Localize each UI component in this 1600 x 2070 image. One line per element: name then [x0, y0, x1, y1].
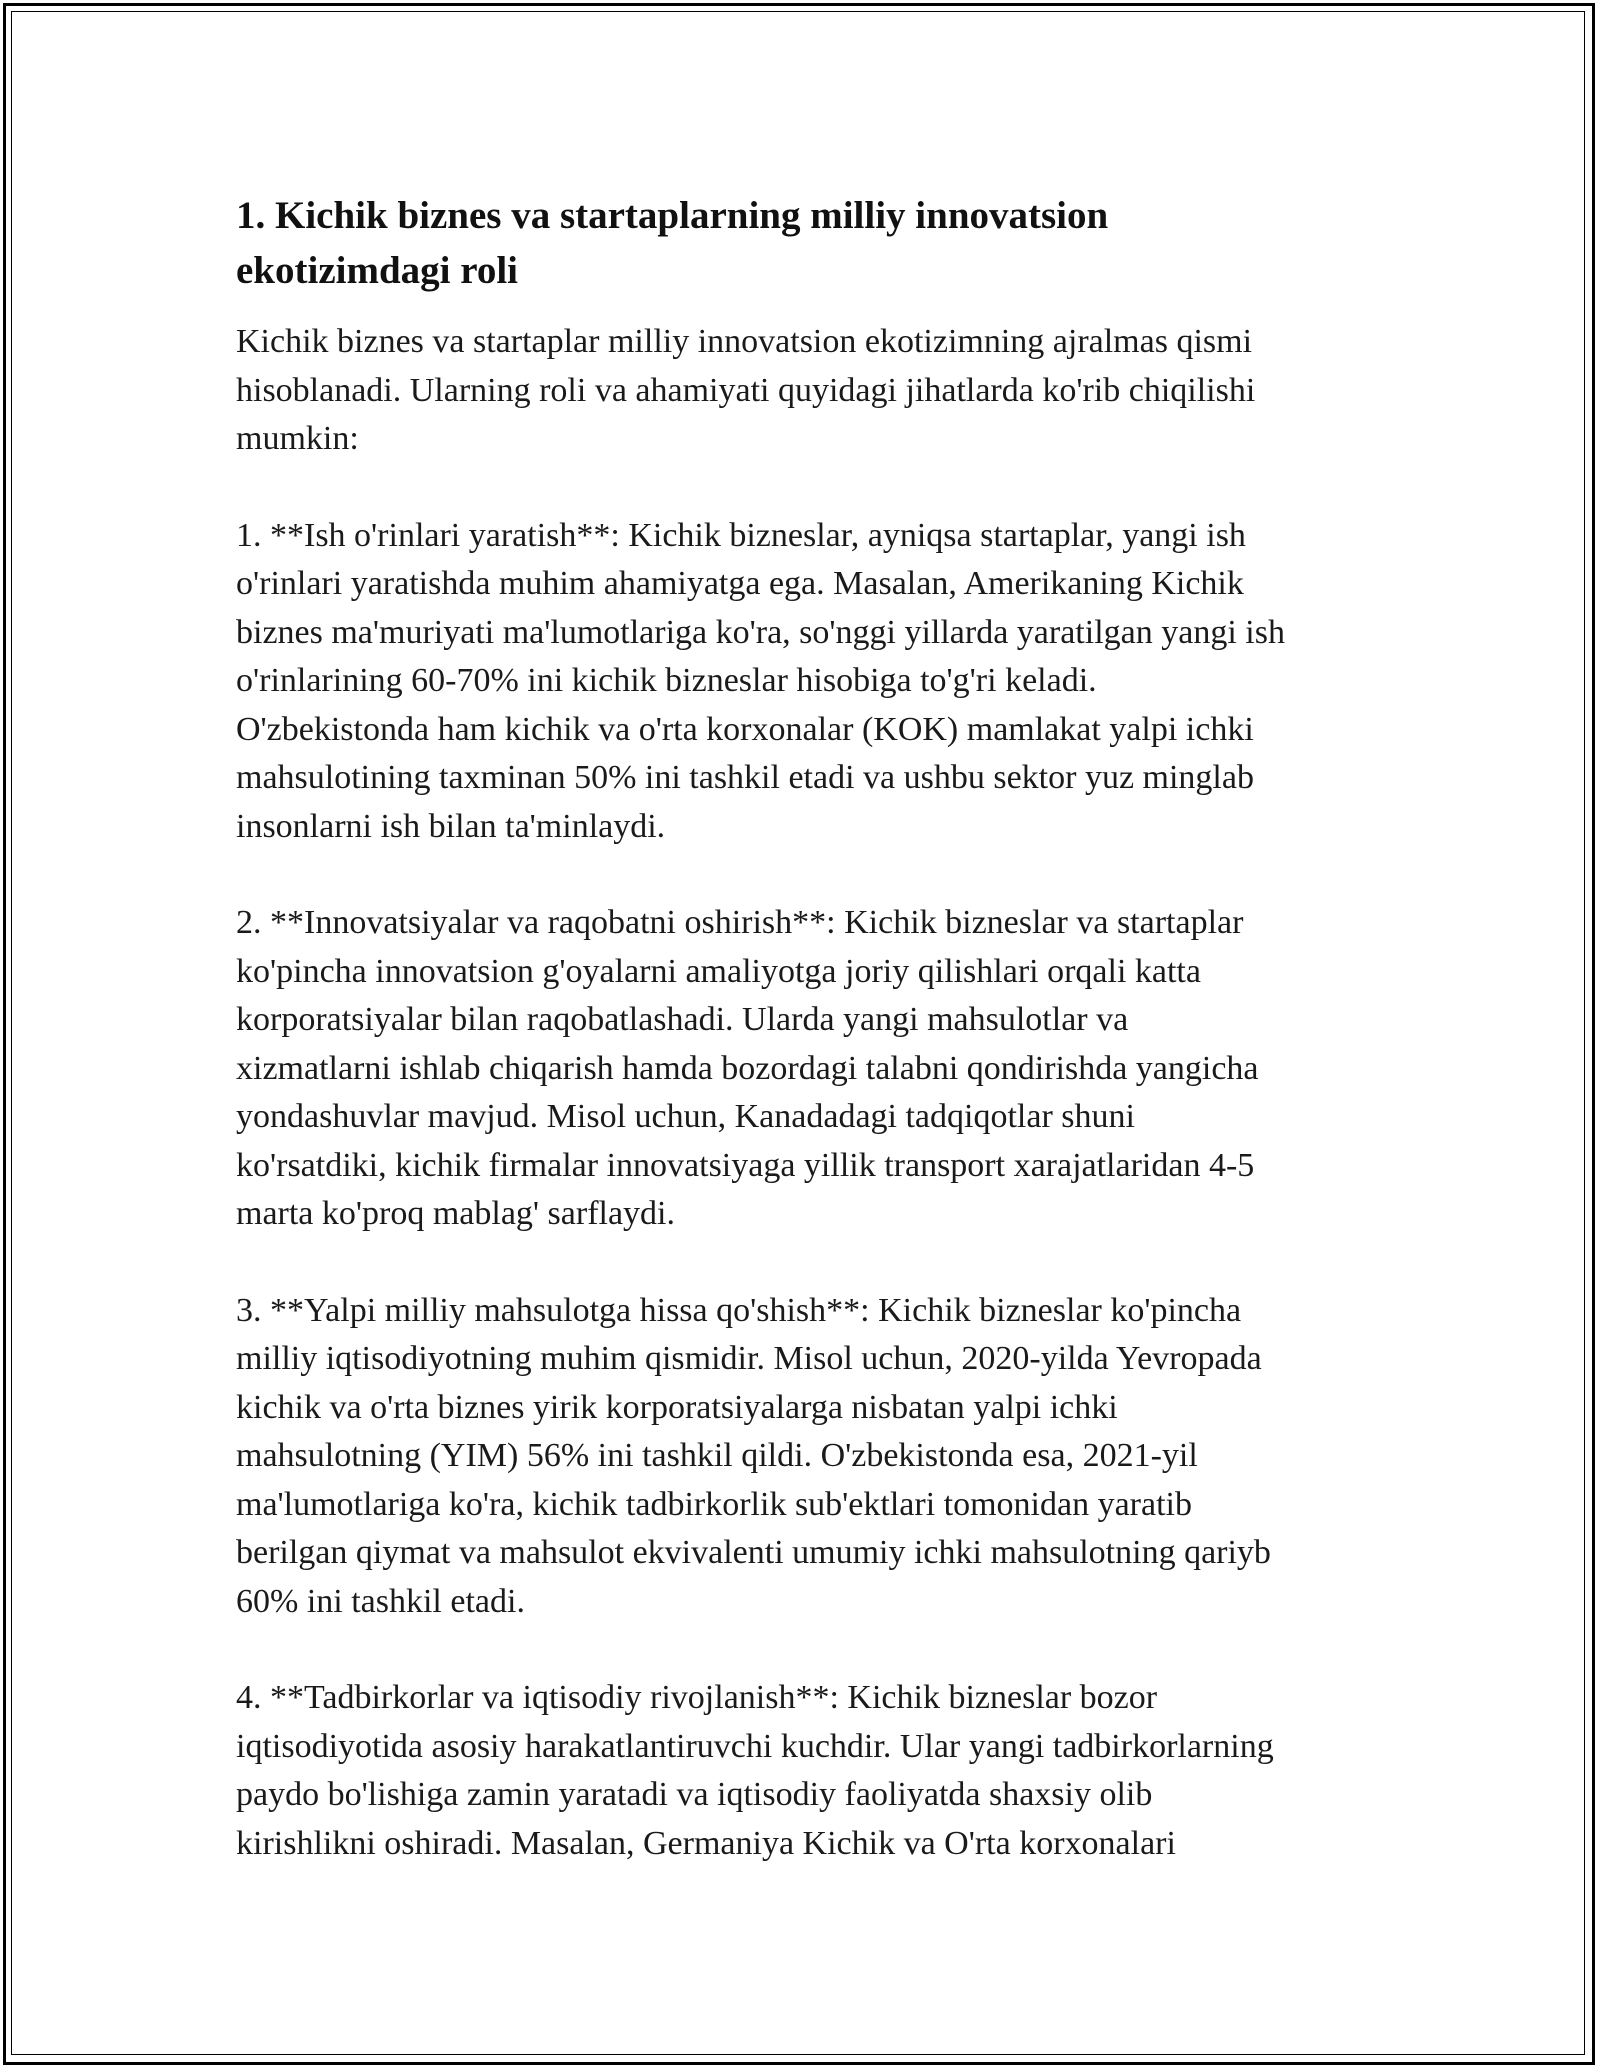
- list-item-paragraph: [236, 1674, 1386, 1868]
- text-line: mahsulotning (YIM) 56% ini tashkil qildi. O'zbekistonda esa, 2021-yil: [236, 1437, 1198, 1474]
- text-line: mahsulotining taxminan 50% ini tashkil etadi va ushbu sektor yuz minglab: [236, 759, 1254, 796]
- text-line: 1. **Ish o'rinlari yaratish**: Kichik bizneslar, ayniqsa startaplar, yangi ish: [236, 516, 1246, 554]
- text-line: O'zbekistonda ham kichik va o'rta korxonalar (KOK) mamlakat yalpi ichki: [236, 710, 1254, 748]
- text-line: 4. **Tadbirkorlar va iqtisodiy rivojlanish**: Kichik bizneslar bozor: [236, 1679, 1158, 1716]
- text-line: 2. **Innovatsiyalar va raqobatni oshirish**: Kichik bizneslar va startaplar: [236, 904, 1244, 941]
- text-line: marta ko'proq mablag' sarflaydi.: [236, 1195, 675, 1232]
- text-line: 3. **Yalpi milliy mahsulotga hissa qo'shish**: Kichik bizneslar ko'pincha: [236, 1291, 1242, 1329]
- title-line: ekotizimdagi roli: [236, 249, 519, 292]
- list-item-paragraph: [236, 899, 1386, 1239]
- intro-paragraph: [236, 318, 1386, 464]
- text-line: o'rinlari yaratishda muhim ahamiyatga ega. Masalan, Amerikaning Kichik: [236, 565, 1244, 602]
- section-title: [236, 188, 1386, 298]
- text-line: ko'pincha innovatsion g'oyalarni amaliyotga joriy qilishlari orqali katta: [236, 952, 1201, 990]
- list-item-paragraph: [236, 512, 1386, 852]
- text-line: berilgan qiymat va mahsulot ekvivalenti umumiy ichki mahsulotning qariyb: [236, 1534, 1271, 1571]
- text-line: paydo bo'lishiga zamin yaratadi va iqtisodiy faoliyatda shaxsiy olib: [236, 1776, 1153, 1813]
- text-line: kichik va o'rta biznes yirik korporatsiyalarga nisbatan yalpi ichki: [236, 1388, 1118, 1426]
- text-line: iqtisodiyotida asosiy harakatlantiruvchi kuchdir. Ular yangi tadbirkorlarning: [236, 1727, 1274, 1765]
- text-line: xizmatlarni ishlab chiqarish hamda bozordagi talabni qondirishda yangicha: [236, 1049, 1259, 1087]
- text-line: kirishlikni oshiradi. Masalan, Germaniya Kichik va O'rta korxonalari: [236, 1824, 1176, 1862]
- document-body: [236, 188, 1386, 1916]
- text-line: 60% ini tashkil etadi.: [236, 1582, 525, 1620]
- text-line: ma'lumotlariga ko'ra, kichik tadbirkorlik sub'ektlari tomonidan yaratib: [236, 1485, 1192, 1523]
- text-line: mumkin:: [236, 420, 359, 457]
- text-line: biznes ma'muriyati ma'lumotlariga ko'ra, so'nggi yillarda yaratilgan yangi ish: [236, 613, 1285, 651]
- text-line: milliy iqtisodiyotning muhim qismidir. Misol uchun, 2020-yilda Yevropada: [236, 1340, 1262, 1377]
- list-item-paragraph: [236, 1287, 1386, 1627]
- text-line: Kichik biznes va startaplar milliy innovatsion ekotizimning ajralmas qismi: [236, 323, 1253, 360]
- text-line: korporatsiyalar bilan raqobatlashadi. Ularda yangi mahsulotlar va: [236, 1001, 1129, 1038]
- text-line: hisoblanadi. Ularning roli va ahamiyati quyidagi jihatlarda ko'rib chiqilishi: [236, 371, 1256, 409]
- text-line: o'rinlarining 60-70% ini kichik bizneslar hisobiga to'g'ri keladi.: [236, 662, 1097, 699]
- title-line: 1. Kichik biznes va startaplarning milliy innovatsion: [236, 194, 1109, 237]
- text-line: ko'rsatdiki, kichik firmalar innovatsiyaga yillik transport xarajatlaridan 4-5: [236, 1146, 1255, 1184]
- text-line: insonlarni ish bilan ta'minlaydi.: [236, 807, 666, 845]
- text-line: yondashuvlar mavjud. Misol uchun, Kanadadagi tadqiqotlar shuni: [236, 1098, 1135, 1135]
